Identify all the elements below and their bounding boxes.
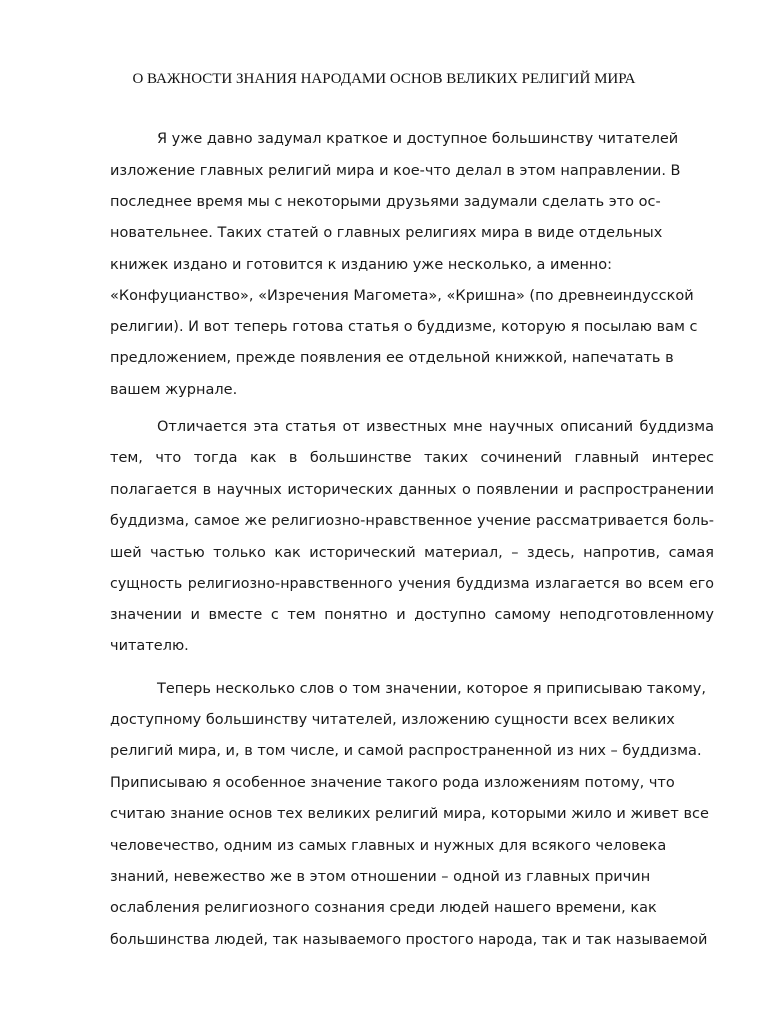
paragraph-3-line: религий мира, и, в том числе, и самой распространенной из них – буддизма.: [110, 743, 702, 759]
paragraph-2-line: тем, что тогда как в большинстве таких сочинений главный интерес: [110, 450, 714, 466]
paragraph-2-line: сущность религиозно-нравственного учения буддизма излагается во всем его: [110, 576, 714, 592]
paragraph-1-line: «Конфуцианство», «Изречения Магомета», «Кришна» (по древнеиндусской: [110, 288, 694, 304]
paragraph-2-line: буддизма, самое же религиозно-нравственное учение рассматривается боль-: [110, 513, 714, 529]
paragraph-3-line: считаю знание основ тех великих религий мира, которыми жило и живет все: [110, 806, 709, 822]
paragraph-1-line: предложением, прежде появления ее отдельной книжкой, напечатать в: [110, 350, 674, 366]
paragraph-2-line: читателю.: [110, 638, 189, 654]
paragraph-3-line: ослабления религиозного сознания среди людей нашего времени, как: [110, 900, 657, 916]
paragraph-1-line: новательнее. Таких статей о главных религиях мира в виде отдельных: [110, 225, 663, 241]
paragraph-3-line: большинства людей, так называемого простого народа, так и так называемой: [110, 932, 708, 948]
paragraph-1-line: религии). И вот теперь готова статья о буддизме, которую я посылаю вам с: [110, 319, 698, 335]
paragraph-1-line: изложение главных религий мира и кое-что делал в этом направлении. В: [110, 163, 681, 179]
paragraph-1-line: последнее время мы с некоторыми друзьями задумали сделать это ос-: [110, 194, 661, 210]
paragraph-2-line: значении и вместе с тем понятно и доступно самому неподготовленному: [110, 607, 714, 623]
paragraph-1-line: вашем журнале.: [110, 382, 238, 398]
paragraph-3-line: доступному большинству читателей, изложению сущности всех великих: [110, 712, 675, 728]
paragraph-3-line: Приписываю я особенное значение такого рода изложениям потому, что: [110, 775, 675, 791]
paragraph-1-line: книжек издано и готовится к изданию уже несколько, а именно:: [110, 257, 613, 273]
paragraph-3-line: человечество, одним из самых главных и нужных для всякого человека: [110, 838, 667, 854]
paragraph-2-line: Отличается эта статья от известных мне научных описаний буддизма: [157, 419, 714, 435]
document-title: О ВАЖНОСТИ ЗНАНИЯ НАРОДАМИ ОСНОВ ВЕЛИКИХ РЕЛИГИЙ МИРА: [132, 71, 636, 87]
paragraph-2-line: шей частью только как исторический материал, – здесь, напротив, самая: [110, 545, 714, 561]
paragraph-1-line: Я уже давно задумал краткое и доступное большинству читателей: [157, 131, 679, 147]
paragraph-3-line: Теперь несколько слов о том значении, которое я приписываю такому,: [157, 681, 706, 697]
paragraph-2-line: полагается в научных исторических данных о появлении и распространении: [110, 482, 714, 498]
paragraph-3-line: знаний, невежество же в этом отношении – одной из главных причин: [110, 869, 651, 885]
